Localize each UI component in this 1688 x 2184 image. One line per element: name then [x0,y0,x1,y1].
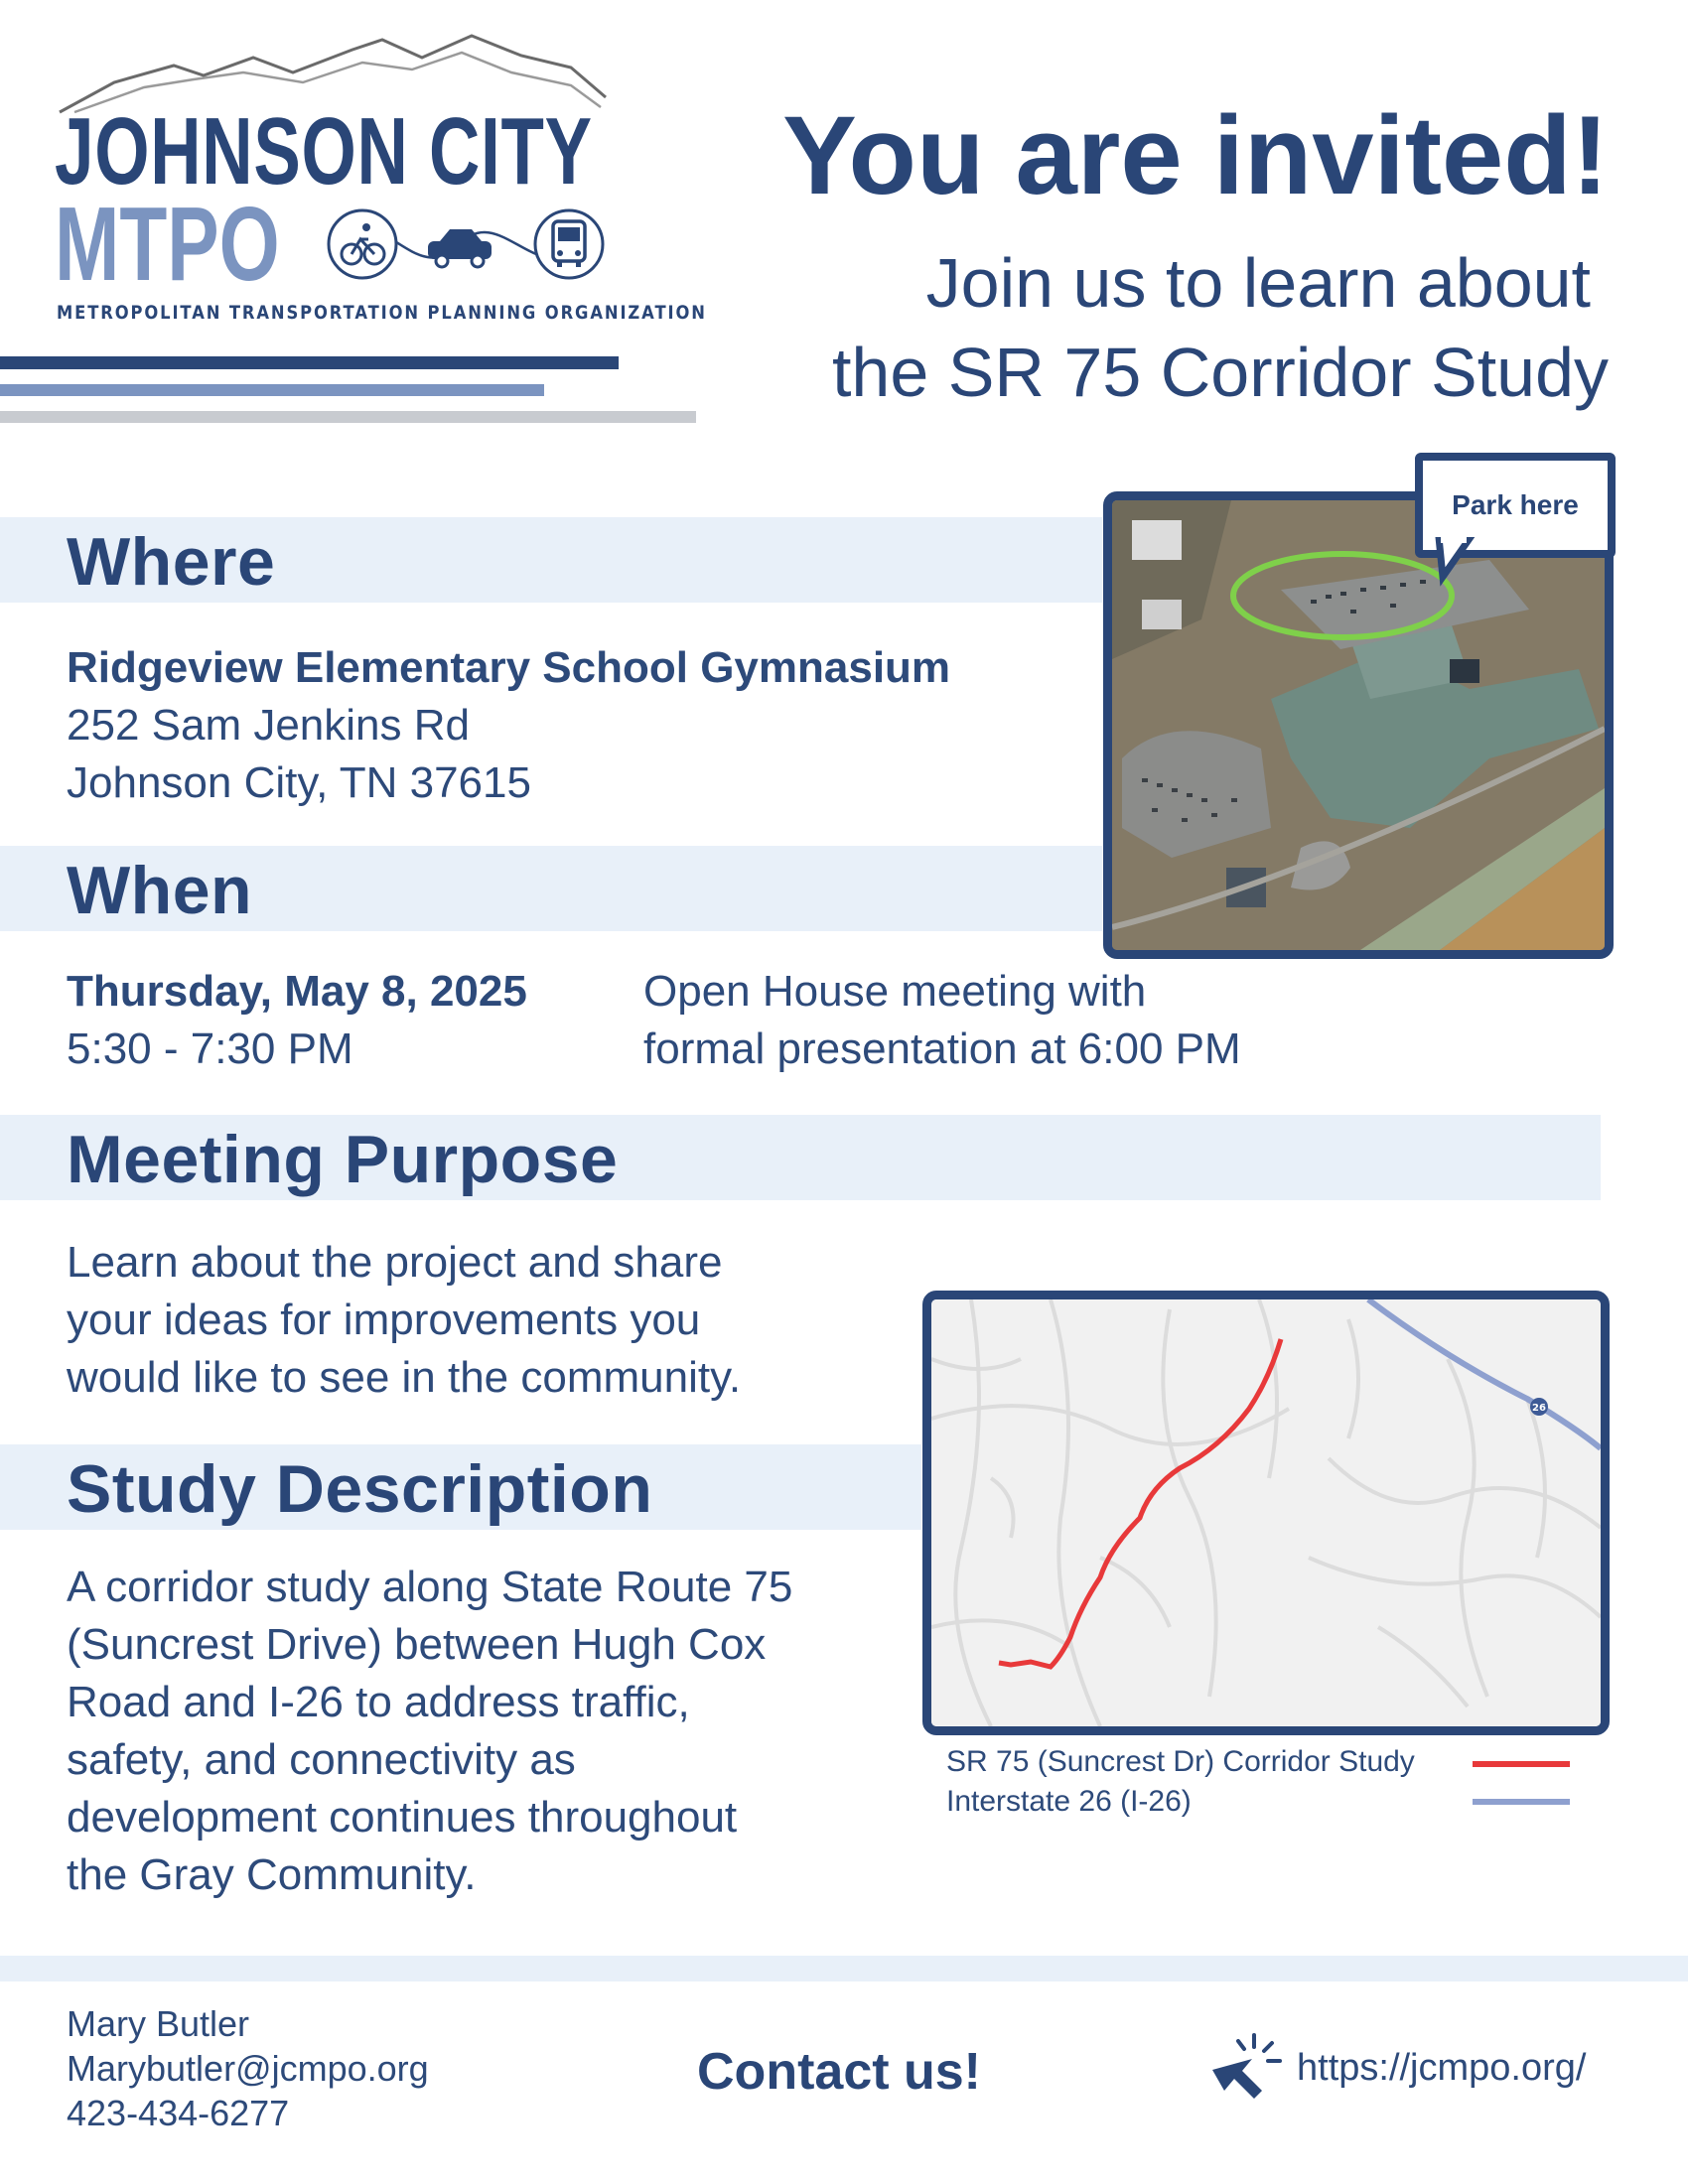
event-date: Thursday, May 8, 2025 [67,967,527,1016]
contact-phone[interactable]: 423-434-6277 [67,2093,290,2133]
purpose-line-1: Learn about the project and share [67,1238,723,1287]
logo-text-johnson-city: JOHNSON CITY [55,98,593,205]
purpose-line-3: would like to see in the community. [67,1353,742,1402]
logo-text-mtpo: MTPO [55,186,280,303]
bus-icon [535,210,603,278]
contact-us-label: Contact us! [697,2043,981,2101]
corridor-map [922,1291,1610,1735]
legend-label-sr75: SR 75 (Suncrest Dr) Corridor Study [946,1745,1415,1778]
study-line-4: safety, and connectivity as [67,1735,576,1784]
event-note-line-2: formal presentation at 6:00 PM [643,1024,1241,1073]
purpose-line-2: your ideas for improvements you [67,1296,701,1344]
study-line-3: Road and I-26 to address traffic, [67,1678,690,1726]
subhead-line-2: the SR 75 Corridor Study [831,334,1609,411]
cursor-click-icon [1195,2025,1284,2115]
address-line-2: Johnson City, TN 37615 [67,758,531,807]
when-title: When [67,853,253,928]
event-time: 5:30 - 7:30 PM [67,1024,353,1073]
legend-swatch-sr75 [1473,1761,1570,1767]
venue-name: Ridgeview Elementary School Gymnasium [67,643,951,692]
contact-email[interactable]: Marybutler@jcmpo.org [67,2048,429,2089]
study-title: Study Description [67,1451,653,1527]
aerial-photo [1103,491,1614,959]
footer-band [0,1956,1688,1981]
where-title: Where [67,524,276,600]
divider-light-blue [0,384,544,396]
legend-swatch-i26 [1473,1799,1570,1805]
subhead-line-1: Join us to learn about [925,244,1591,322]
address-line-1: 252 Sam Jenkins Rd [67,701,470,750]
study-line-5: development continues throughout [67,1793,738,1842]
event-note-line-1: Open House meeting with [643,967,1147,1016]
car-icon [428,229,492,267]
study-line-2: (Suncrest Drive) between Hugh Cox [67,1620,767,1669]
purpose-title: Meeting Purpose [67,1122,619,1197]
divider-navy [0,356,619,369]
callout-pointer [1435,537,1484,587]
headline: You are invited! [782,93,1609,217]
study-line-1: A corridor study along State Route 75 [67,1563,793,1611]
logo-subtitle: METROPOLITAN TRANSPORTATION PLANNING ORGANIZATION [57,302,707,324]
divider-gray [0,411,696,423]
park-here-callout: Park here [1415,453,1616,558]
study-line-6: the Gray Community. [67,1850,477,1899]
legend-label-i26: Interstate 26 (I-26) [946,1785,1192,1818]
website-link[interactable]: https://jcmpo.org/ [1297,2047,1587,2089]
logo-icons [321,202,609,287]
contact-name: Mary Butler [67,2003,250,2044]
interstate-shield-label: 26 [1532,1403,1546,1414]
bicycle-icon [329,210,396,278]
